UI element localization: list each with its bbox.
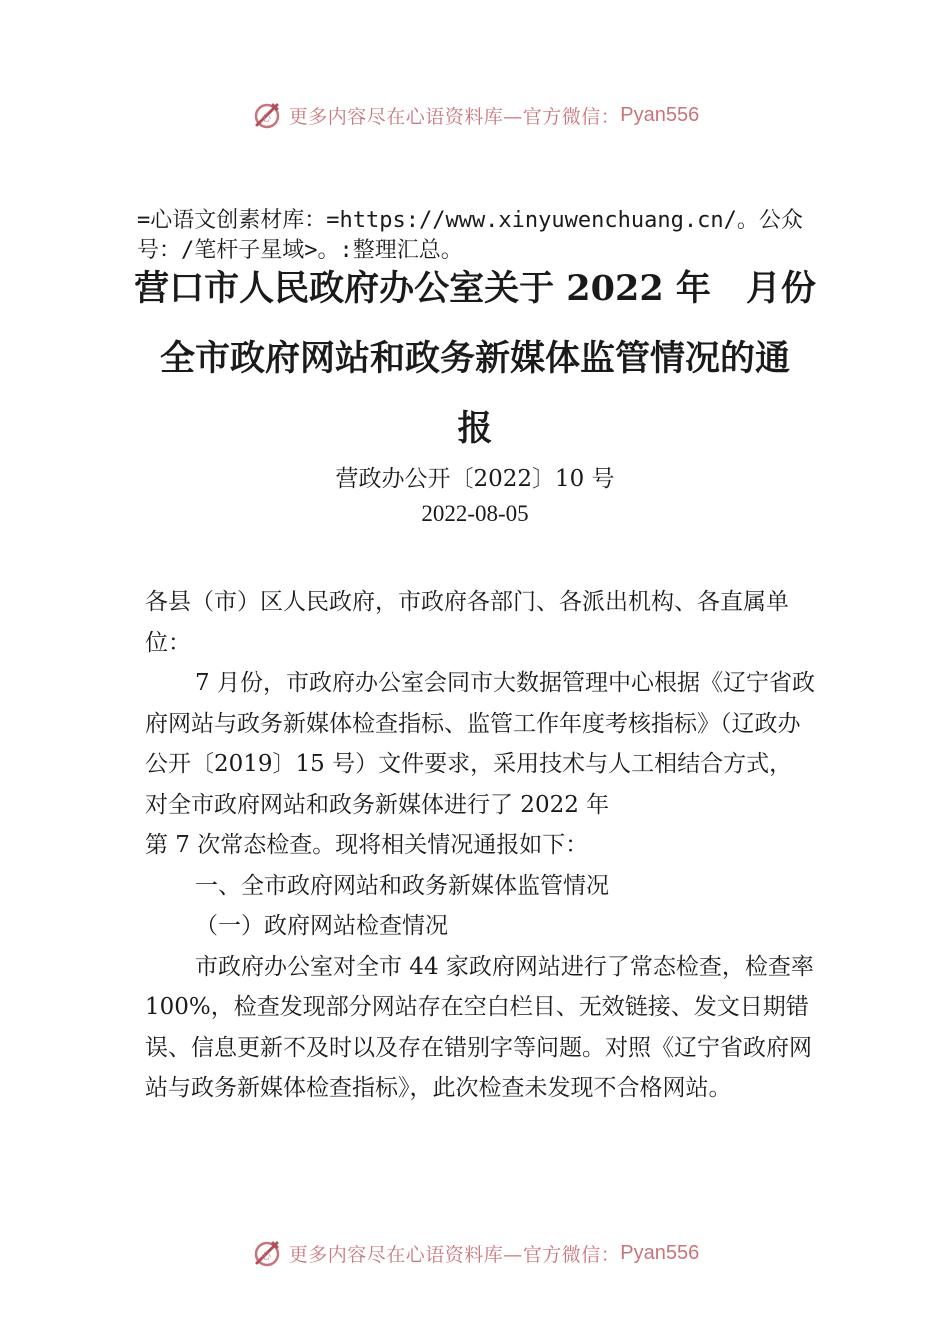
- document-body: [145, 582, 815, 1109]
- document-date: 2022-08-05: [421, 501, 529, 526]
- title-line-2: 全市政府网站和政务新媒体监管情况的通: [159, 338, 790, 379]
- svg-text:心: 心: [260, 113, 271, 124]
- watermark-wechat-id: Pyan556: [620, 1241, 700, 1264]
- paragraph-1: 7 月份，市政府办公室会同市大数据管理中心根据《辽宁省政府网站与政务新媒体检查指标、监管工作年度考核指标》（辽政办公开〔2019〕15 号）文件要求，采用技术与人工相结合方式，对全市政府网站和政务新媒体进行了 2022 年: [145, 670, 815, 818]
- section-heading-1: 一、全市政府网站和政务新媒体监管情况: [195, 872, 609, 899]
- svg-text:心: 心: [260, 1251, 271, 1262]
- watermark-text: 更多内容尽在心语资料库—官方微信：: [288, 105, 621, 128]
- watermark-footer: [0, 1233, 950, 1273]
- section-heading-2: （一）政府网站检查情况: [195, 913, 448, 939]
- document-title: [120, 254, 830, 464]
- brush-logo-icon: [251, 99, 283, 131]
- source-line: =心语文创素材库：=https://www.xinyuwenchuang.cn/。公众号：/笔杆子星域>。:整理汇总。: [137, 208, 803, 263]
- paragraph-1-continued: 第 7 次常态检查。现将相关情况通报如下：: [145, 832, 589, 858]
- salutation: 各县（市）区人民政府，市政府各部门、各派出机构、各直属单位：: [145, 589, 789, 656]
- title-line-3: 报: [457, 408, 493, 449]
- document-number: 营政办公开〔2022〕10 号: [335, 466, 615, 492]
- watermark-text: 更多内容尽在心语资料库—官方微信：: [288, 1243, 621, 1266]
- watermark-wechat-id: Pyan556: [620, 103, 700, 126]
- watermark-header: [0, 95, 950, 135]
- paragraph-2: 市政府办公室对全市 44 家政府网站进行了常态检查，检查率 100%，检查发现部分网站存在空白栏目、无效链接、发文日期错误、信息更新不及时以及存在错别字等问题。对照《辽宁省政府网站与政务新媒体检查指标》，此次检查未发现不合格网站。: [145, 953, 814, 1101]
- title-line-1: 营口市人民政府办公室关于 2022 年 月份: [134, 268, 816, 309]
- brush-logo-icon: [251, 1237, 283, 1269]
